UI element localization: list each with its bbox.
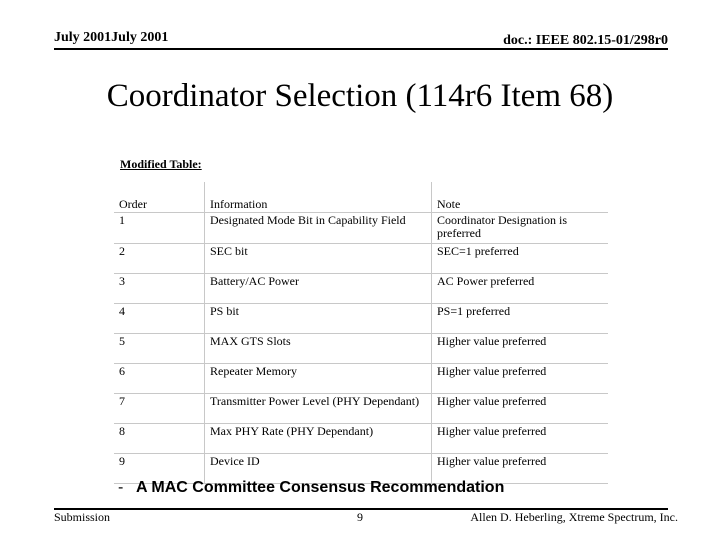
- cell-note: SEC=1 preferred: [432, 244, 609, 274]
- cell-order: 8: [114, 424, 205, 454]
- cell-information: Designated Mode Bit in Capability Field: [205, 213, 432, 244]
- cell-order: 9: [114, 454, 205, 484]
- cell-order: 5: [114, 334, 205, 364]
- table-row: [114, 213, 608, 244]
- bullet-item: [118, 479, 504, 497]
- header-rule: [54, 48, 668, 50]
- table-header-row: [114, 182, 608, 213]
- cell-information: Repeater Memory: [205, 364, 432, 394]
- table-caption: Modified Table:: [120, 157, 202, 171]
- cell-order: 7: [114, 394, 205, 424]
- cell-order: 6: [114, 364, 205, 394]
- table-row: [114, 364, 608, 394]
- footer-submission: Submission: [54, 510, 111, 524]
- header-doc-id: doc.: IEEE 802.15-01/298r0: [503, 33, 668, 48]
- table-row: [114, 244, 608, 274]
- cell-note: Coordinator Designation is preferred: [432, 213, 609, 244]
- cell-information: SEC bit: [205, 244, 432, 274]
- cell-information: PS bit: [205, 304, 432, 334]
- cell-note: Higher value preferred: [432, 454, 609, 484]
- table-row: [114, 424, 608, 454]
- slide-title: Coordinator Selection (114r6 Item 68): [106, 78, 614, 114]
- table-row: [114, 394, 608, 424]
- column-header-information: Information: [205, 182, 432, 213]
- cell-information: Device ID: [205, 454, 432, 484]
- column-header-note: Note: [432, 182, 609, 213]
- table-row: [114, 334, 608, 364]
- footer-author: Allen D. Heberling, Xtreme Spectrum, Inc.: [470, 510, 678, 524]
- header-date: July 2001July 2001: [54, 30, 169, 45]
- cell-information: Max PHY Rate (PHY Dependant): [205, 424, 432, 454]
- table-row: [114, 274, 608, 304]
- column-header-order: Order: [114, 182, 205, 213]
- cell-note: Higher value preferred: [432, 334, 609, 364]
- cell-order: 4: [114, 304, 205, 334]
- bullet-text: A MAC Committee Consensus Recommendation: [136, 479, 505, 496]
- selection-table: [114, 182, 608, 484]
- cell-note: Higher value preferred: [432, 364, 609, 394]
- bullet-marker: -: [118, 479, 124, 496]
- page-number: 9: [357, 510, 363, 524]
- cell-information: MAX GTS Slots: [205, 334, 432, 364]
- cell-note: Higher value preferred: [432, 394, 609, 424]
- table-image: [114, 150, 608, 468]
- cell-note: Higher value preferred: [432, 424, 609, 454]
- cell-order: 3: [114, 274, 205, 304]
- cell-note: AC Power preferred: [432, 274, 609, 304]
- cell-order: 1: [114, 213, 205, 244]
- table-row: [114, 304, 608, 334]
- cell-information: Transmitter Power Level (PHY Dependant): [205, 394, 432, 424]
- cell-order: 2: [114, 244, 205, 274]
- cell-note: PS=1 preferred: [432, 304, 609, 334]
- cell-information: Battery/AC Power: [205, 274, 432, 304]
